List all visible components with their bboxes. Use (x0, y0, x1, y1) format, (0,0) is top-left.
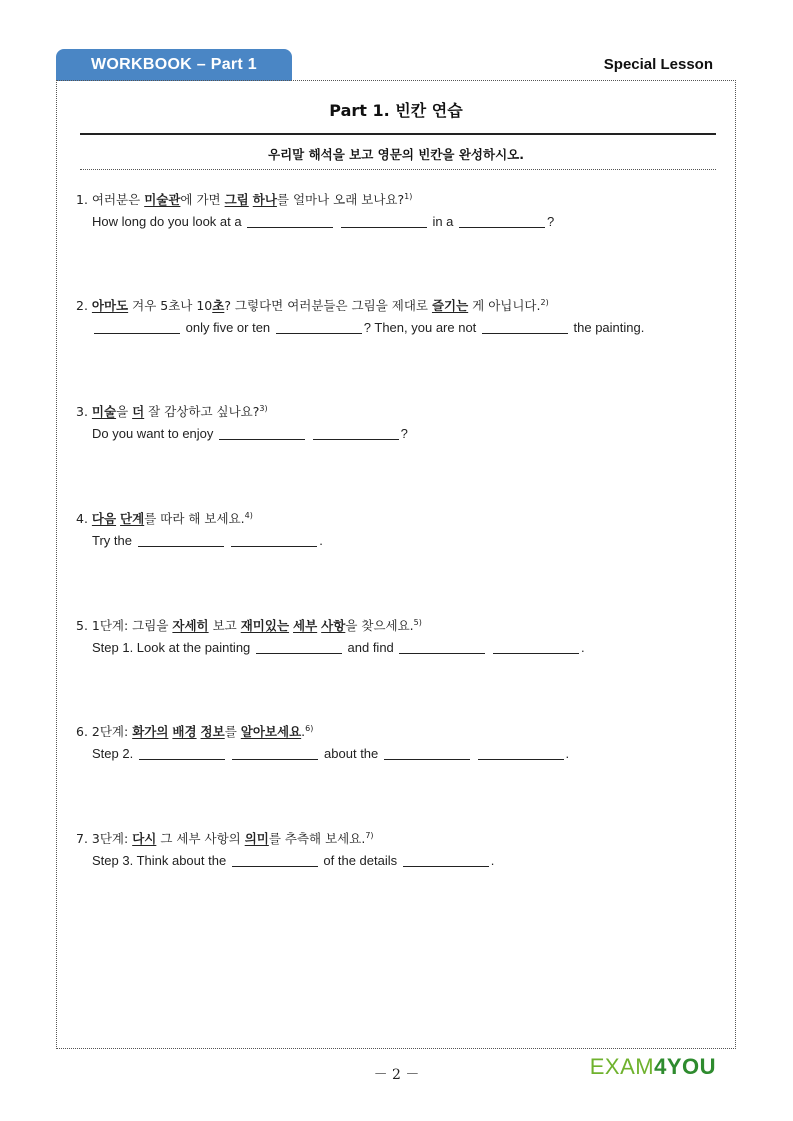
sentence-text: . (490, 853, 495, 868)
answer-blank[interactable] (482, 320, 568, 334)
english-sentence (76, 211, 716, 233)
question-item (76, 186, 716, 233)
answer-blank[interactable] (459, 214, 545, 228)
keyword: 더 (132, 404, 145, 419)
sentence-text: of the details (319, 853, 401, 868)
instruction-divider (80, 169, 716, 170)
keyword: 알아보세요 (240, 724, 302, 739)
keyword: 재미있는 (240, 618, 290, 633)
sentence-text (307, 426, 311, 441)
answer-blank[interactable] (478, 746, 564, 760)
keyword: 배경 (172, 724, 197, 739)
footnote-number: 2) (540, 298, 549, 307)
sentence-text: 1. 여러분은 (76, 192, 145, 207)
sentence-text: 에 가면 (180, 192, 225, 207)
title-divider (80, 133, 716, 135)
answer-blank[interactable] (138, 533, 224, 547)
page-number: － 2 － (373, 1067, 420, 1083)
instruction-text: 우리말 해석을 보고 영문의 빈칸을 완성하시오. (268, 147, 524, 162)
sentence-text: 5. 1단계: 그림을 (76, 618, 173, 633)
sentence-text: 를 (224, 724, 241, 739)
keyword: 하나 (252, 192, 277, 207)
korean-sentence (76, 292, 716, 317)
question-item (76, 718, 716, 765)
sentence-text (472, 746, 476, 761)
sentence-text (487, 640, 491, 655)
sentence-text (226, 533, 230, 548)
sentence-text: ? (547, 214, 555, 229)
keyword: 그림 (224, 192, 249, 207)
answer-blank[interactable] (313, 426, 399, 440)
sentence-text: about the (320, 746, 382, 761)
sentence-text: . (319, 533, 323, 548)
answer-blank[interactable] (256, 640, 342, 654)
sentence-text: 보고 (208, 618, 241, 633)
keyword: 단계 (120, 511, 145, 526)
answer-blank[interactable] (232, 746, 318, 760)
sentence-text: Step 3. Think about the (92, 853, 230, 868)
sentence-text: 7. 3단계: (76, 831, 133, 846)
sentence-text: 잘 감상하고 싶나요? (144, 404, 260, 419)
keyword: 미술 (91, 404, 117, 419)
logo-part-4you: 4YOU (654, 1054, 716, 1079)
english-sentence (76, 637, 716, 659)
sentence-text: 를 얼마나 오래 보나요? (276, 192, 405, 207)
sentence-text: 을 (116, 404, 133, 419)
question-item (76, 505, 716, 552)
sentence-text: 겨우 5초나 10 (128, 298, 213, 313)
sentence-text: 3. (76, 404, 92, 419)
english-sentence (76, 743, 716, 765)
sentence-text: . (565, 746, 570, 761)
answer-blank[interactable] (219, 426, 305, 440)
english-sentence (76, 850, 716, 872)
footnote-number: 6) (305, 724, 314, 733)
answer-blank[interactable] (399, 640, 485, 654)
keyword: 미술관 (144, 192, 181, 207)
sentence-text: only five or ten (182, 320, 274, 335)
page-title: Part 1. 빈칸 연습 (329, 101, 463, 120)
korean-sentence (76, 505, 716, 530)
logo-part-exam: EXAM (589, 1054, 655, 1079)
keyword: 의미 (244, 831, 269, 846)
sentence-text: in a (428, 214, 458, 229)
answer-blank[interactable] (232, 853, 318, 867)
sentence-text: 그 세부 사항의 (156, 831, 245, 846)
sentence-text: 를 따라 해 보세요. (144, 511, 245, 526)
answer-blank[interactable] (231, 533, 317, 547)
sentence-text: How long do you look at a (92, 214, 246, 229)
keyword: 사항 (321, 618, 346, 633)
footnote-number: 3) (259, 404, 268, 413)
question-item (76, 398, 716, 445)
sentence-text: Step 1. Look at the painting (92, 640, 254, 655)
korean-sentence (76, 718, 716, 743)
english-sentence (76, 317, 716, 339)
sentence-text: the painting. (569, 320, 645, 335)
sentence-text: 4. (76, 511, 92, 526)
english-sentence (76, 423, 716, 445)
sentence-text: 을 찾으세요. (345, 618, 414, 633)
keyword: 다시 (132, 831, 157, 846)
sentence-text: ? 그렇다면 여러분들은 그림을 제대로 (224, 298, 432, 313)
keyword: 자세히 (172, 618, 209, 633)
sentence-text (335, 214, 339, 229)
answer-blank[interactable] (341, 214, 427, 228)
footnote-number: 4) (244, 511, 253, 520)
answer-blank[interactable] (493, 640, 579, 654)
sentence-text (227, 746, 231, 761)
footnote-number: 7) (365, 831, 374, 840)
exam4you-logo (590, 1054, 716, 1080)
answer-blank[interactable] (139, 746, 225, 760)
sentence-text: 2. (76, 298, 92, 313)
sentence-text: 게 아닙니다. (468, 298, 541, 313)
english-sentence (76, 530, 716, 552)
answer-blank[interactable] (384, 746, 470, 760)
sentence-text: . (581, 640, 585, 655)
workbook-tab: WORKBOOK – Part 1 (56, 49, 292, 81)
footnote-number: 5) (413, 618, 422, 627)
sentence-text: and find (343, 640, 398, 655)
keyword: 즐기는 (431, 298, 469, 313)
keyword: 다음 (91, 511, 117, 526)
keyword: 아마도 (91, 298, 129, 313)
answer-blank[interactable] (247, 214, 333, 228)
question-item (76, 825, 716, 872)
keyword: 초 (212, 298, 225, 313)
sentence-text: . (301, 724, 306, 739)
answer-blank[interactable] (276, 320, 362, 334)
footnote-number: 1) (404, 192, 413, 201)
question-item (76, 292, 716, 339)
sentence-text: Do you want to enjoy (92, 426, 218, 441)
korean-sentence (76, 398, 716, 423)
keyword: 화가의 (132, 724, 169, 739)
keyword: 세부 (293, 618, 318, 633)
keyword: 정보 (200, 724, 225, 739)
sentence-text: Step 2. (92, 746, 137, 761)
question-item (76, 612, 716, 659)
korean-sentence (76, 186, 716, 211)
sentence-text: 를 추측해 보세요. (268, 831, 366, 846)
sentence-text: ? (400, 426, 408, 441)
sentence-text: 6. 2단계: (76, 724, 133, 739)
lesson-label: Special Lesson (603, 56, 713, 73)
sentence-text: Try the (92, 533, 136, 548)
answer-blank[interactable] (94, 320, 180, 334)
korean-sentence (76, 612, 716, 637)
sentence-text: ? Then, you are not (363, 320, 480, 335)
answer-blank[interactable] (403, 853, 489, 867)
korean-sentence (76, 825, 716, 850)
